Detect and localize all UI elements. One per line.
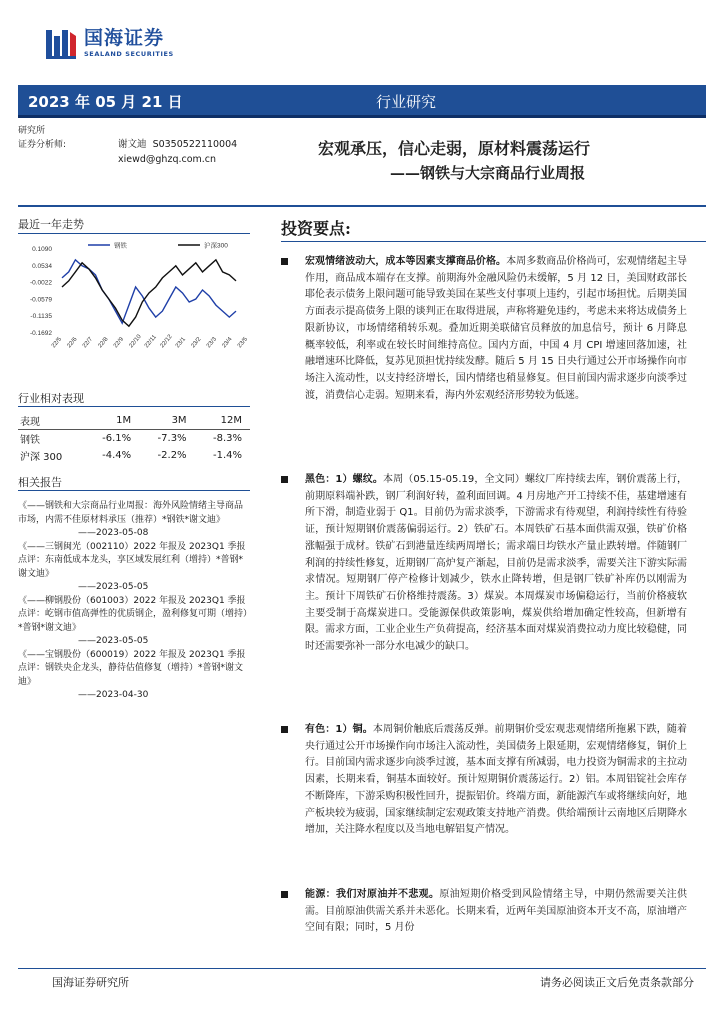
series-line-0 [62,260,236,323]
para-heading: 有色：1）铜。 [305,724,373,735]
para-text: 本周多数商品价格尚可，宏观情绪起主导作用，商品成本端存在支撑。前期海外金融风险仍未缓解，5 月 12 日，美国财政部长耶伦表示债务上限问题可能导致美国在某些支付事项上违约，引起市场担忧。后期美国方面表示提高债务上限的谈判正在取得进展，声称将避免违约，考虑未来将达成债务上限新协议，市场情绪稍转乐观。叠加近期美联储官员释放的加息信号，预计 6 月降息概率较低，利率或在较长时间维持高位。国内方面，中国 4 月 CPI 增速回落加速，社融增速环比降低，复苏见顶担忧持续发酵。随后 5 月 15 日央行通过公开市场操作向市场注入流动性，以支持经济增长，国内情绪也稍显修复。但目前国内需求逐步向淡季过渡，消费信心走弱。短期来看，海内外宏观经济形势较为低迷。 [305,256,688,401]
table-header-row [18,412,250,430]
energy-paragraph [281,887,687,937]
nonferrous-paragraph [281,722,687,839]
report-date: 2023 年 05 月 21 日 [28,93,183,111]
square-bullet-icon [281,726,288,733]
chart-section-label: 最近一年走势 [18,218,84,231]
table-header-cell: 12M [195,412,250,430]
performance-table [18,412,250,464]
report-link-text[interactable]: 《——钢铁和大宗商品行业周报：海外风险情绪主导商品市场，内需不佳原材料承压（推荐）*钢铁*谢文迪》 [18,501,244,525]
table-row [18,430,250,448]
analyst-info [118,137,237,167]
legend-label: 钢铁 [114,242,127,250]
y-tick-label: 0.1090 [32,246,52,253]
square-bullet-icon [281,891,288,898]
table-header-cell: 3M [139,412,194,430]
analyst-name: 谢文迪 [118,139,147,150]
list-item[interactable] [18,541,250,595]
report-link-text[interactable]: 《——柳钢股份（601003）2022 年报及 2023Q1 季报点评：屹钢市值高弹性的优质钢企，盈利修复可期（增持）*普钢*谢文迪》 [18,595,248,633]
x-tick-label: 23/1 [174,336,188,350]
table-cell: -8.3% [212,433,242,444]
y-tick-label: -0.0022 [29,279,52,287]
perf-section-label: 行业相对表现 [18,392,84,405]
table-row [18,447,250,464]
footer-institute: 国海证券研究所 [52,976,129,989]
x-tick-label: 22/7 [81,336,95,350]
legend-label: 沪深300 [204,242,228,250]
list-item[interactable] [18,500,250,541]
perf-section-rule [18,406,250,407]
x-tick-label: 22/9 [112,336,126,350]
y-tick-label: -0.1692 [29,330,52,337]
report-date-text: ——2023-05-08 [78,528,149,538]
trend-chart [18,240,250,365]
x-tick-label: 23/3 [205,336,219,350]
x-tick-label: 23/2 [190,336,203,350]
x-tick-label: 22/5 [50,336,64,350]
table-cell: -2.2% [157,450,187,461]
table-header-cell: 1M [84,412,139,430]
macro-paragraph [281,254,687,404]
y-tick-label: -0.1135 [30,313,52,321]
list-item[interactable] [18,649,250,703]
report-date-text: ——2023-04-30 [78,690,149,700]
x-tick-label: 23/4 [221,336,234,350]
table-cell: 沪深 300 [20,452,63,463]
logo-en-text: SEALAND SECURITIES [84,50,174,58]
analyst-label: 证券分析师: [18,140,67,150]
report-title: 宏观承压，信心走弱，原材料震荡运行 [318,139,591,158]
header-divider [18,205,706,207]
para-heading: 黑色：1）螺纹。 [305,474,383,485]
logo-cn-text: 国海证券 [84,27,165,49]
para-text: 本周铜价触底后震荡反弹。前期铜价受宏观悲观情绪所拖累下跌，随着央行通过公开市场操作向市场注入流动性，美国债务上限延期，宏观情绪修复，铜价上行。目前国内需求逐步向淡季过渡，基本面支撑有所减弱，电力投资为铜需求的主拉动因素，长期来看，铜基本面较好。预计短期铜价震荡运行。2）铝。本周铝锭社会库存不断降库，下游采购积极性回升，提振铝价。终端方面，新能源汽车或将继续向好，地产板块较为疲弱，国家继续制定宏观政策支持地产消费。供给端预计云南地区后期降水增加，关注降水程度以及当地电解铝复产情况。 [305,724,688,836]
analyst-meta [18,124,66,152]
x-tick-label: 22/12 [159,333,174,350]
investment-highlights-title: 投资要点: [281,219,351,238]
x-tick-label: 22/6 [66,336,79,350]
table-cell: -4.4% [102,450,132,461]
institute-label: 研究所 [18,126,46,136]
list-item[interactable] [18,595,250,649]
para-heading: 宏观情绪波动大，成本等因素支撑商品价格。 [305,256,507,267]
report-link-text[interactable]: 《——三钢闽光（002110）2022 年报及 2023Q1 季报点评：东南低成本龙头，享区域发展红利（增持）*普钢*谢文迪》 [18,541,246,579]
y-tick-label: -0.0579 [29,296,52,304]
table-cell: -7.3% [157,433,187,444]
square-bullet-icon [281,476,288,483]
footer-rule [18,968,706,969]
x-tick-label: 22/10 [128,333,143,350]
reports-section-label: 相关报告 [18,476,62,489]
header-banner [18,85,706,118]
report-date-text: ——2023-05-05 [78,582,149,592]
analyst-email[interactable]: xiewd@ghzq.com.cn [118,154,217,165]
company-logo [44,26,174,60]
investment-rule [281,241,706,242]
series-line-1 [62,260,236,326]
report-link-text[interactable]: 《——宝钢股份（600019）2022 年报及 2023Q1 季报点评：钢铁央企龙头，静待估值修复（增持）*普钢*谢文迪》 [18,649,246,687]
para-text: 原油短期价格受到风险情绪主导，中期仍然需要关注供需。目前原油供需关系并未恶化。长期来看，近两年美国原油资本开支不高，原油增产空间有限；同时，5 月份 [305,889,688,934]
report-date-text: ——2023-05-05 [78,636,149,646]
para-text: 本周（05.15-05.19，全文同）螺纹厂库持续去库，钢价震荡上行，前期原料端补跌，钢厂利润好转，盈利面回调。4 月房地产开工持续不佳，基建增速有所下滑，制造业弱于 Q1。目前仍为需求淡季，下游需求有待观望，利润持续性有待验证，预计短期钢价震荡偏弱运行。2）铁矿石。本周铁矿石基本面供需双强，铁矿价格涨幅强于成材。铁矿石到港量连续两周增长；需求端日均铁水产量止跌转增。伴随钢厂利润的持续性修复，近期钢厂高炉复产渐起，目前仍是需求淡季，需要关注下游实际需求情况。短期钢厂停产检修计划减少，铁水止降转增，但是钢厂铁矿补库仍以刚需为主。预计下周铁矿石价格维持震荡。3）煤炭。本周煤炭市场偏稳运行，当前价格疲软主要受制于高煤炭进口。受能源保供政策影响，煤炭供给增加确定性较高，但新增有限。需求方面，工业企业生产负荷提高，经济基本面对煤炭消费拉动力度比较稳健，同时还需要弥补一部分水电减少的缺口。 [305,474,687,653]
y-tick-label: 0.0534 [32,262,52,270]
analyst-id: S0350522110004 [152,139,238,150]
x-tick-label: 22/11 [143,334,158,350]
square-bullet-icon [281,258,288,265]
table-cell: -1.4% [212,450,242,461]
ferrous-paragraph [281,472,687,656]
x-tick-label: 22/8 [97,336,110,350]
reports-section-rule [18,490,250,491]
chart-section-rule [18,233,250,234]
related-reports-list [18,500,250,703]
x-tick-label: 23/5 [236,336,250,350]
footer-disclaimer: 请务必阅读正文后免责条款部分 [540,976,694,989]
report-subtitle: ——钢铁与大宗商品行业周报 [390,164,586,182]
sealand-logo-icon [44,26,78,60]
table-cell: -6.1% [102,433,132,444]
report-type: 行业研究 [375,93,436,111]
para-heading: 能源：我们对原油并不悲观。 [305,889,440,900]
table-cell: 钢铁 [20,435,40,446]
table-header-cell: 表现 [18,412,84,430]
